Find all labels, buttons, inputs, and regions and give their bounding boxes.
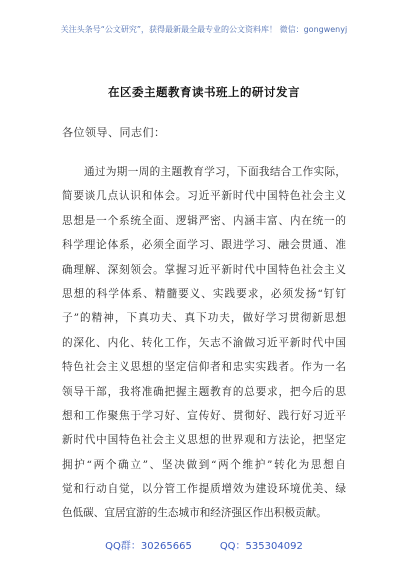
- paragraph-line: 觉和行动自觉，以分管工作提质增效为建设环境优美、绿: [62, 483, 346, 496]
- paragraph-line: 拥护“两个确立”、坚决做到“两个维护”转化为思想自: [62, 458, 346, 471]
- paragraph-line: 子”的精神，下真功夫、真下功夫，做好学习贯彻新思想: [62, 312, 346, 325]
- paragraph-line: 的深化、内化、转化工作，矢志不渝做习近平新时代中国: [62, 336, 346, 349]
- paragraph-line: 简要谈几点认识和体会。习近平新时代中国特色社会主义: [62, 190, 346, 203]
- footer-qq: QQ：535304092: [219, 541, 303, 552]
- document-title: 在区委主题教育读书班上的研讨发言: [108, 85, 300, 99]
- paragraph-line: 科学理论体系，必须全面学习、跟进学习、融会贯通、准: [62, 239, 346, 252]
- footer-qq-group: QQ群：30265665: [105, 541, 192, 552]
- paragraph-line: 想和工作聚焦于学习好、宣传好、贯彻好、践行好习近平: [62, 409, 346, 422]
- promo-banner: 关注头条号“公文研究”，获得最新最全最专业的公文资料库！ 微信：gongwenyj: [60, 25, 348, 34]
- paragraph-line: 通过为期一周的主题教育学习，下面我结合工作实际，: [84, 166, 346, 178]
- paragraph-line: 色低碳、宜居宜游的生态城市和经济强区作出积极贡献。: [62, 507, 327, 520]
- body-paragraph: [62, 160, 346, 526]
- paragraph-line: 特色社会主义思想的坚定信仰者和忠实实践者。作为一名: [62, 361, 346, 374]
- paragraph-line: 领导干部，我将准确把握主题教育的总要求，把今后的思: [62, 385, 346, 398]
- paragraph-line: 新时代中国特色社会主义思想的世界观和方法论，把坚定: [62, 434, 346, 447]
- paragraph-line: 思想是一个系统全面、逻辑严密、内涵丰富、内在统一的: [62, 214, 346, 227]
- salutation: 各位领导、同志们：: [62, 126, 166, 139]
- paragraph-line: 确理解、深刻领会。掌握习近平新时代中国特色社会主义: [62, 263, 346, 276]
- paragraph-line: 思想的科学体系、精髓要义、实践要求，必须发扬“钉钉: [62, 287, 346, 300]
- footer-contact: [0, 537, 408, 552]
